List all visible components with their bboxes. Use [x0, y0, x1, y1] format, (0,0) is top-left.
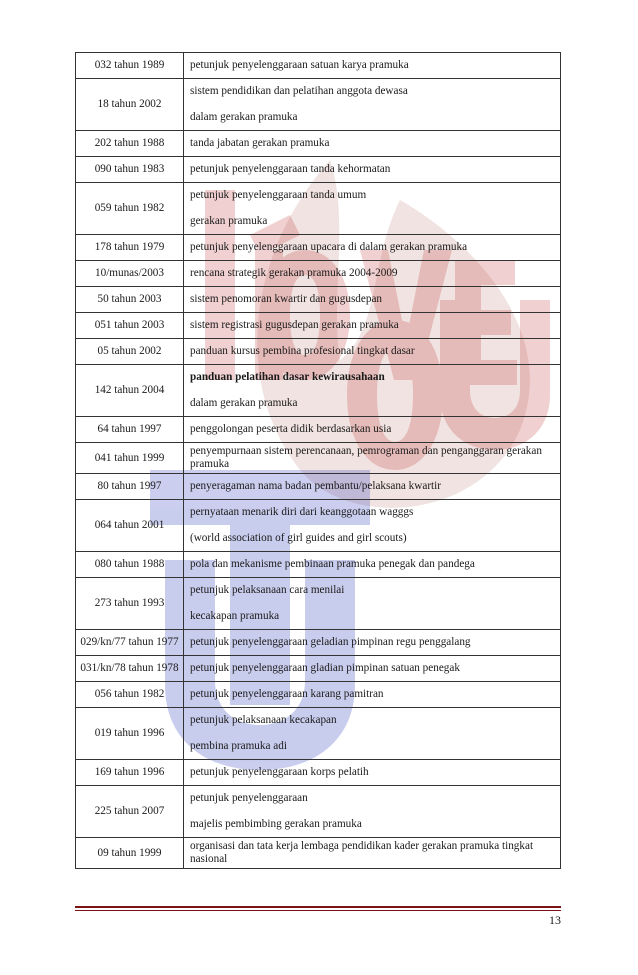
table-row — [76, 131, 561, 157]
regulation-title-cell — [184, 53, 561, 79]
table-row — [76, 578, 561, 630]
regulation-title-line: penggolongan peserta didik berdasarkan usia — [190, 423, 392, 435]
regulation-number-cell: 64 tahun 1997 — [76, 417, 184, 443]
regulation-number-cell: 09 tahun 1999 — [76, 838, 184, 869]
regulation-title-line: penyeragaman nama badan pembantu/pelaksana kwartir — [190, 480, 441, 492]
regulation-title-line: petunjuk penyelenggaraan geladian pimpinan regu penggalang — [190, 636, 471, 648]
regulation-title-line: dalam gerakan pramuka — [190, 111, 298, 123]
regulation-number-cell: 05 tahun 2002 — [76, 339, 184, 365]
regulation-title-cell — [184, 313, 561, 339]
regulation-title-line: panduan pelatihan dasar kewirausahaan — [190, 371, 385, 383]
regulation-title-cell — [184, 500, 561, 552]
regulation-number-cell: 50 tahun 2003 — [76, 287, 184, 313]
regulation-title-line: (world association of girl guides and girl scouts) — [190, 532, 407, 544]
table-row — [76, 417, 561, 443]
regulation-title-line: petunjuk penyelenggaraan karang pamitran — [190, 688, 384, 700]
regulation-title-line: pernyataan menarik diri dari keanggotaan wagggs — [190, 506, 414, 518]
regulation-title-line: petunjuk penyelenggaraan korps pelatih — [190, 766, 369, 778]
regulation-title-cell — [184, 79, 561, 131]
regulation-number-cell: 178 tahun 1979 — [76, 235, 184, 261]
regulation-number-cell: 059 tahun 1982 — [76, 183, 184, 235]
regulation-number-cell: 029/kn/77 tahun 1977 — [76, 630, 184, 656]
regulation-title-line: petunjuk penyelenggaraan satuan karya pramuka — [190, 59, 409, 71]
table-row — [76, 53, 561, 79]
regulation-title-line: petunjuk penyelenggaraan tanda umum — [190, 189, 367, 201]
table-row — [76, 235, 561, 261]
regulation-number-cell: 056 tahun 1982 — [76, 682, 184, 708]
regulation-title-cell: organisasi dan tata kerja lembaga pendidikan kader gerakan pramuka tingkat nasional — [184, 838, 561, 869]
regulation-title-line: petunjuk pelaksanaan cara menilai — [190, 584, 345, 596]
regulation-title-cell — [184, 578, 561, 630]
regulation-number-cell: 080 tahun 1988 — [76, 552, 184, 578]
regulation-title-cell — [184, 235, 561, 261]
regulation-title-cell — [184, 630, 561, 656]
regulation-number-cell: 090 tahun 1983 — [76, 157, 184, 183]
table-row — [76, 157, 561, 183]
regulation-number-cell: 064 tahun 2001 — [76, 500, 184, 552]
table-row — [76, 339, 561, 365]
regulation-title-line: sistem penomoran kwartir dan gugusdepan — [190, 293, 383, 305]
regulation-title-line: petunjuk penyelenggaraan upacara di dalam gerakan pramuka — [190, 241, 468, 253]
regulation-title-line: sistem registrasi gugusdepan gerakan pramuka — [190, 319, 399, 331]
regulation-number-cell: 051 tahun 2003 — [76, 313, 184, 339]
regulation-table — [75, 52, 561, 869]
table-row — [76, 261, 561, 287]
regulation-title-line: petunjuk penyelenggaraan — [190, 792, 308, 804]
table-row — [76, 500, 561, 552]
regulation-title-cell — [184, 287, 561, 313]
regulation-title-line: sistem pendidikan dan pelatihan anggota dewasa — [190, 85, 408, 97]
table-row — [76, 365, 561, 417]
table-row — [76, 708, 561, 760]
regulation-number-cell: 031/kn/78 tahun 1978 — [76, 656, 184, 682]
regulation-title-cell — [184, 760, 561, 786]
regulation-title-line: pembina pramuka adi — [190, 740, 287, 752]
regulation-title-line: rencana strategik gerakan pramuka 2004-2009 — [190, 267, 398, 279]
table-row — [76, 183, 561, 235]
regulation-number-cell: 225 tahun 2007 — [76, 786, 184, 838]
regulation-number-cell: 032 tahun 1989 — [76, 53, 184, 79]
regulation-title-line: kecakapan pramuka — [190, 610, 280, 622]
regulation-title-cell — [184, 708, 561, 760]
page-number: 13 — [549, 913, 561, 927]
regulation-title-cell — [184, 417, 561, 443]
regulation-title-line: petunjuk pelaksanaan kecakapan — [190, 714, 337, 726]
table-row — [76, 656, 561, 682]
table-row — [76, 287, 561, 313]
regulation-title-cell — [184, 552, 561, 578]
regulation-title-line: gerakan pramuka — [190, 215, 268, 227]
footer-rule-thin — [75, 910, 561, 911]
table-row — [76, 474, 561, 500]
table-row — [76, 552, 561, 578]
table-row — [76, 760, 561, 786]
regulation-number-cell: 169 tahun 1996 — [76, 760, 184, 786]
regulation-title-cell — [184, 474, 561, 500]
regulation-title-cell — [184, 365, 561, 417]
regulation-number-cell: 019 tahun 1996 — [76, 708, 184, 760]
regulation-number-cell: 041 tahun 1999 — [76, 443, 184, 474]
table-row — [76, 79, 561, 131]
regulation-title-cell — [184, 656, 561, 682]
table-row — [76, 313, 561, 339]
regulation-number-cell: 142 tahun 2004 — [76, 365, 184, 417]
regulation-table-body — [76, 53, 561, 869]
table-row — [76, 838, 561, 869]
regulation-number-cell: 273 tahun 1993 — [76, 578, 184, 630]
regulation-title-line: tanda jabatan gerakan pramuka — [190, 137, 330, 149]
table-row — [76, 786, 561, 838]
regulation-title-cell — [184, 339, 561, 365]
regulation-number-cell: 18 tahun 2002 — [76, 79, 184, 131]
regulation-number-cell: 80 tahun 1997 — [76, 474, 184, 500]
regulation-title-line: dalam gerakan pramuka — [190, 397, 298, 409]
regulation-number-cell: 202 tahun 1988 — [76, 131, 184, 157]
regulation-title-cell — [184, 682, 561, 708]
footer-rule-thick — [75, 906, 561, 908]
regulation-title-line: panduan kursus pembina profesional tingkat dasar — [190, 345, 415, 357]
regulation-title-cell: penyempurnaan sistem perencanaan, pemrograman dan penganggaran gerakan pramuka — [184, 443, 561, 474]
regulation-title-cell — [184, 131, 561, 157]
regulation-title-cell — [184, 261, 561, 287]
table-row — [76, 682, 561, 708]
regulation-title-cell — [184, 786, 561, 838]
table-row — [76, 630, 561, 656]
regulation-title-line: petunjuk penyelenggaraan tanda kehormatan — [190, 163, 391, 175]
regulation-title-cell — [184, 157, 561, 183]
regulation-title-cell — [184, 183, 561, 235]
regulation-title-line: pola dan mekanisme pembinaan pramuka penegak dan pandega — [190, 558, 475, 570]
regulation-title-line: majelis pembimbing gerakan pramuka — [190, 818, 362, 830]
table-row — [76, 443, 561, 474]
regulation-number-cell: 10/munas/2003 — [76, 261, 184, 287]
regulation-title-line: petunjuk penyelenggaraan gladian pimpinan satuan penegak — [190, 662, 460, 674]
